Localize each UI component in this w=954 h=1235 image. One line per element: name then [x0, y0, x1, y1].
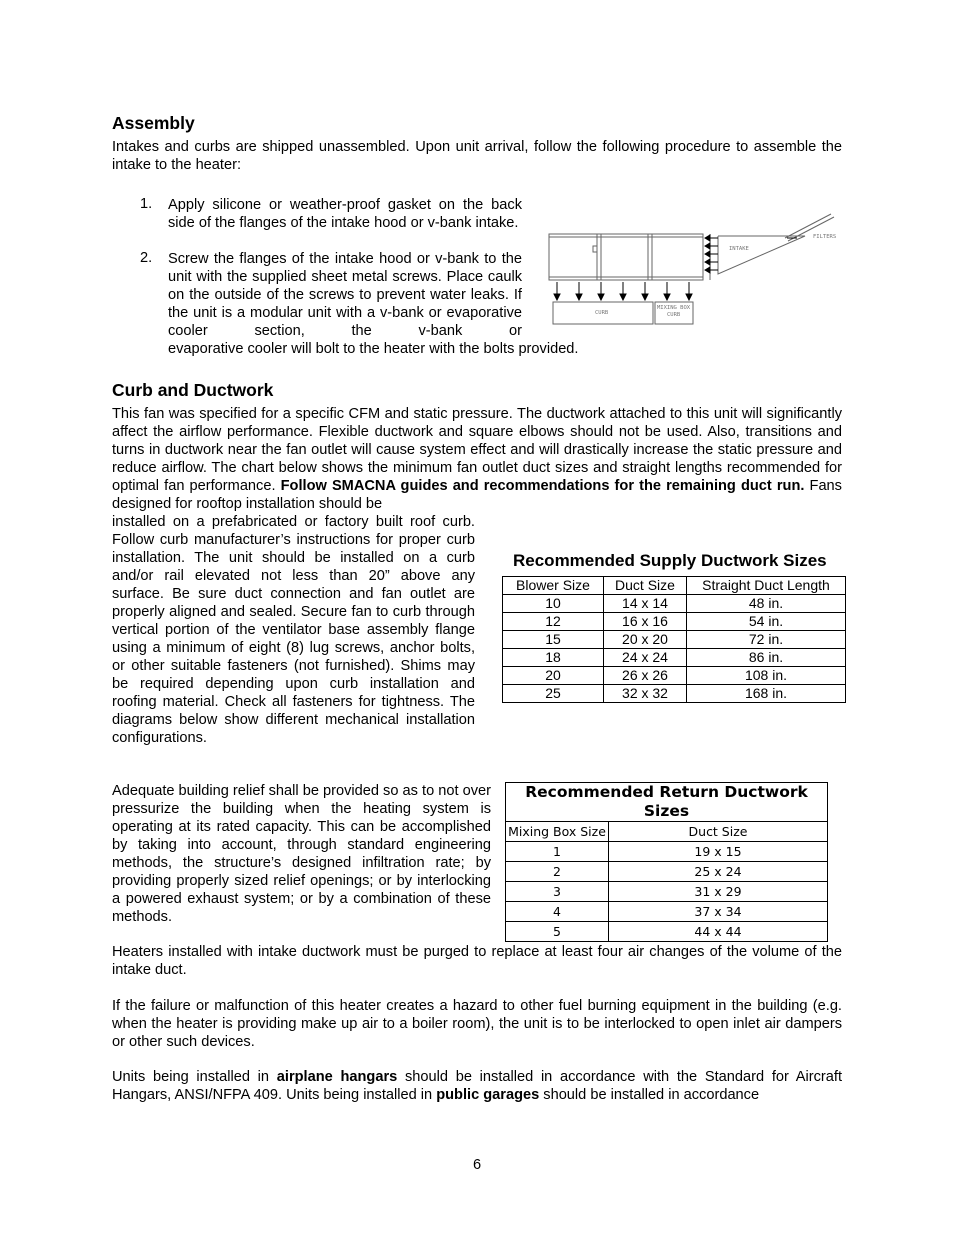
table-header-row	[506, 822, 828, 842]
table-cell: 19 x 15	[609, 842, 828, 862]
return-ductwork-table	[505, 782, 828, 942]
table-cell: 108 in.	[687, 667, 846, 685]
table-cell: 72 in.	[687, 631, 846, 649]
assembly-intro: Intakes and curbs are shipped unassembled. Upon unit arrival, follow the following procedure to assemble the intake to the heater:	[112, 139, 842, 173]
supply-ductwork-table	[502, 576, 846, 703]
table-cell: 25	[503, 685, 604, 703]
hangars-paragraph	[112, 1068, 842, 1104]
table-cell: 37 x 34	[609, 902, 828, 922]
table-cell: 86 in.	[687, 649, 846, 667]
table-row	[506, 862, 828, 882]
hangars-text: should be installed in accordance	[543, 1087, 760, 1103]
step-number: 1.	[140, 196, 153, 212]
table-cell: 15	[503, 631, 604, 649]
table-row	[503, 667, 846, 685]
curb-label: CURB	[595, 310, 609, 316]
table-cell: 18	[503, 649, 604, 667]
curb-ductwork-heading: Curb and Ductwork	[112, 380, 274, 400]
airplane-hangars-bold: airplane hangars	[276, 1069, 398, 1085]
table-cell: 2	[506, 862, 609, 882]
table-header: Mixing Box Size	[506, 822, 609, 842]
table-cell: 31 x 29	[609, 882, 828, 902]
table-cell: 10	[503, 595, 604, 613]
table-header-row	[503, 577, 846, 595]
step-number: 2.	[140, 250, 153, 266]
table-cell: 44 x 44	[609, 922, 828, 942]
table-row	[506, 882, 828, 902]
table-row	[503, 685, 846, 703]
table-cell: 14 x 14	[604, 595, 687, 613]
table-row	[506, 902, 828, 922]
table-cell: 26 x 26	[604, 667, 687, 685]
curb-installation-text: installed on a prefabricated or factory built roof curb. Follow curb manufacturer’s instructions for proper curb installation. The unit should be installed on a curb and/or rail elevated not less than 20” above any surface. Be sure duct connection and fan outlet are properly aligned and sealed. Secure fan to curb through vertical portion of the ventilator base assembly flange using a minimum of eight (8) lug screws, anchor bolts, or other suitable fasteners (not furnished). Shims may be required depending upon curb installation and roofing material. Check all fasteners for tightness. The diagrams below show different mechanical installation configurations.	[112, 514, 475, 746]
table-row	[506, 842, 828, 862]
table-cell: 5	[506, 922, 609, 942]
table-cell: 25 x 24	[609, 862, 828, 882]
table-row	[503, 649, 846, 667]
intake-label: INTAKE	[729, 246, 749, 252]
purge-paragraph: Heaters installed with intake ductwork must be purged to replace at least four air changes of the volume of the intake duct.	[112, 944, 842, 978]
page-number: 6	[472, 1157, 482, 1173]
return-table-title: Recommended Return Ductwork Sizes	[506, 783, 828, 822]
table-cell: 54 in.	[687, 613, 846, 631]
hangars-text: Units being installed in	[112, 1069, 270, 1085]
table-cell: 3	[506, 882, 609, 902]
table-cell: 20 x 20	[604, 631, 687, 649]
intake-hood-outline	[718, 236, 805, 274]
curb-paragraph-tail: Fans designed for rooftop installation should be	[112, 478, 842, 512]
table-header: Duct Size	[609, 822, 828, 842]
table-row	[503, 631, 846, 649]
table-header: Duct Size	[604, 577, 687, 595]
table-row	[503, 595, 846, 613]
building-relief-text: Adequate building relief shall be provided so as to not over pressurize the building when the heating system is operating at its rated capacity. This can be accomplished by taking into account, through standard engineering methods, the structure’s designed infiltration rate; by providing properly sized relief openings; or by interlocking a powered exhaust system; or by a combination of these methods.	[112, 783, 491, 925]
step-text: Apply silicone or weather-proof gasket on the back side of the flanges of the intake hood or v-bank intake.	[168, 197, 522, 231]
curb-paragraph-text: This fan was specified for a specific CFM and static pressure. The ductwork attached to this unit will significantly affect the airflow performance. Flexible ductwork and square elbows should not be used. Also, transitions and turns in ductwork near the fan outlet will cause system effect and will drastically increase the static pressure and reduce airflow. The chart below shows the minimum fan outlet duct sizes and straight lengths recommended for optimal fan performance.	[112, 406, 842, 494]
table-header: Blower Size	[503, 577, 604, 595]
step-text: Screw the flanges of the intake hood or v-bank to the unit with the supplied sheet metal screws. Place caulk on the outside of the screws to prevent water leaks. If the unit is a modular unit with a v-bank or evaporative cooler section, the v-bank or	[168, 251, 522, 339]
table-cell: 168 in.	[687, 685, 846, 703]
mixing-box-label: MIXING BOX	[657, 305, 691, 311]
assembly-heading: Assembly	[112, 113, 195, 133]
table-cell: 16 x 16	[604, 613, 687, 631]
hangars-text: should be installed in accordance with the Standard for Aircraft Hangars, ANSI/NFPA 409. Units being installed in	[112, 1069, 843, 1103]
airflow-arrows	[554, 235, 797, 300]
table-title-row	[506, 783, 828, 822]
table-cell: 20	[503, 667, 604, 685]
failure-paragraph: If the failure or malfunction of this heater creates a hazard to other fuel burning equipment in the building (e.g. when the heater is providing make up air to a boiler room), the unit is to be interlocked to open inlet air dampers or other such devices.	[112, 998, 842, 1050]
step-text-continued: evaporative cooler will bolt to the heater with the bolts provided.	[168, 341, 579, 357]
curb-paragraph	[112, 405, 842, 513]
intake-assembly-diagram	[545, 208, 845, 330]
supply-table-title: Recommended Supply Ductwork Sizes	[513, 551, 827, 570]
table-row	[506, 922, 828, 942]
table-cell: 4	[506, 902, 609, 922]
filters-label: FILTERS	[813, 234, 837, 240]
table-cell: 32 x 32	[604, 685, 687, 703]
table-row	[503, 613, 846, 631]
table-cell: 48 in.	[687, 595, 846, 613]
heater-unit-outline	[549, 234, 703, 280]
table-header: Straight Duct Length	[687, 577, 846, 595]
public-garages-bold: public garages	[436, 1087, 540, 1103]
table-cell: 12	[503, 613, 604, 631]
smacna-note: Follow SMACNA guides and recommendations for the remaining duct run.	[280, 478, 805, 494]
table-cell: 24 x 24	[604, 649, 687, 667]
mixing-box-curb-label: CURB	[667, 312, 681, 318]
table-cell: 1	[506, 842, 609, 862]
